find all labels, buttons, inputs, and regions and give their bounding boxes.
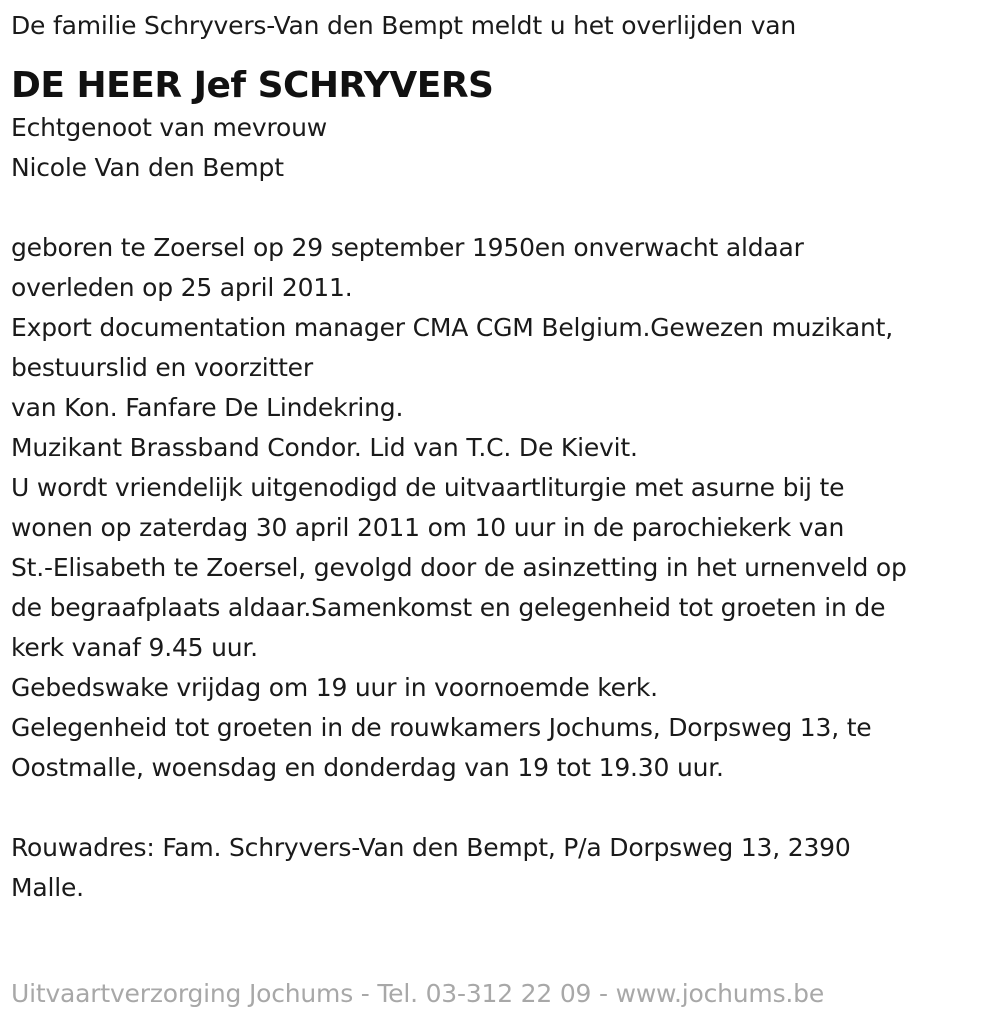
body-line: kerk vanaf 9.45 uur.: [11, 633, 258, 662]
body-line: van Kon. Fanfare De Lindekring.: [11, 393, 404, 422]
body-line: Gelegenheid tot groeten in de rouwkamers Jochums, Dorpsweg 13, te: [11, 713, 872, 742]
spacer: [11, 788, 986, 828]
body-line: overleden op 25 april 2011.: [11, 273, 353, 302]
body-line: wonen op zaterdag 30 april 2011 om 10 uur in de parochiekerk van: [11, 513, 845, 542]
address-line: Rouwadres: Fam. Schryvers-Van den Bempt, P/a Dorpsweg 13, 2390: [11, 833, 851, 862]
spacer: [11, 188, 986, 228]
body-line: bestuurslid en voorzitter: [11, 353, 313, 382]
body-line: Export documentation manager CMA CGM Belgium.Gewezen muzikant,: [11, 313, 893, 342]
intro-text: De familie Schryvers-Van den Bempt meldt u het overlijden van: [11, 11, 797, 40]
deceased-name-title: DE HEER Jef SCHRYVERS: [11, 65, 494, 106]
obituary-notice: [11, 6, 986, 908]
funeral-home-footer: Uitvaartverzorging Jochums - Tel. 03-312 22 09 - www.jochums.be: [11, 979, 825, 1008]
body-line: St.-Elisabeth te Zoersel, gevolgd door de asinzetting in het urnenveld op: [11, 553, 907, 582]
body-line: U wordt vriendelijk uitgenodigd de uitvaartliturgie met asurne bij te: [11, 473, 845, 502]
spacer: [11, 46, 986, 64]
body-line: geboren te Zoersel op 29 september 1950en onverwacht aldaar: [11, 233, 804, 262]
body-line: Oostmalle, woensdag en donderdag van 19 tot 19.30 uur.: [11, 753, 724, 782]
body-line: Gebedswake vrijdag om 19 uur in voornoemde kerk.: [11, 673, 658, 702]
spouse-line: Echtgenoot van mevrouw: [11, 113, 327, 142]
address-line: Malle.: [11, 873, 84, 902]
body-line: Muzikant Brassband Condor. Lid van T.C. De Kievit.: [11, 433, 638, 462]
spouse-name-line: Nicole Van den Bempt: [11, 153, 284, 182]
body-line: de begraafplaats aldaar.Samenkomst en gelegenheid tot groeten in de: [11, 593, 886, 622]
